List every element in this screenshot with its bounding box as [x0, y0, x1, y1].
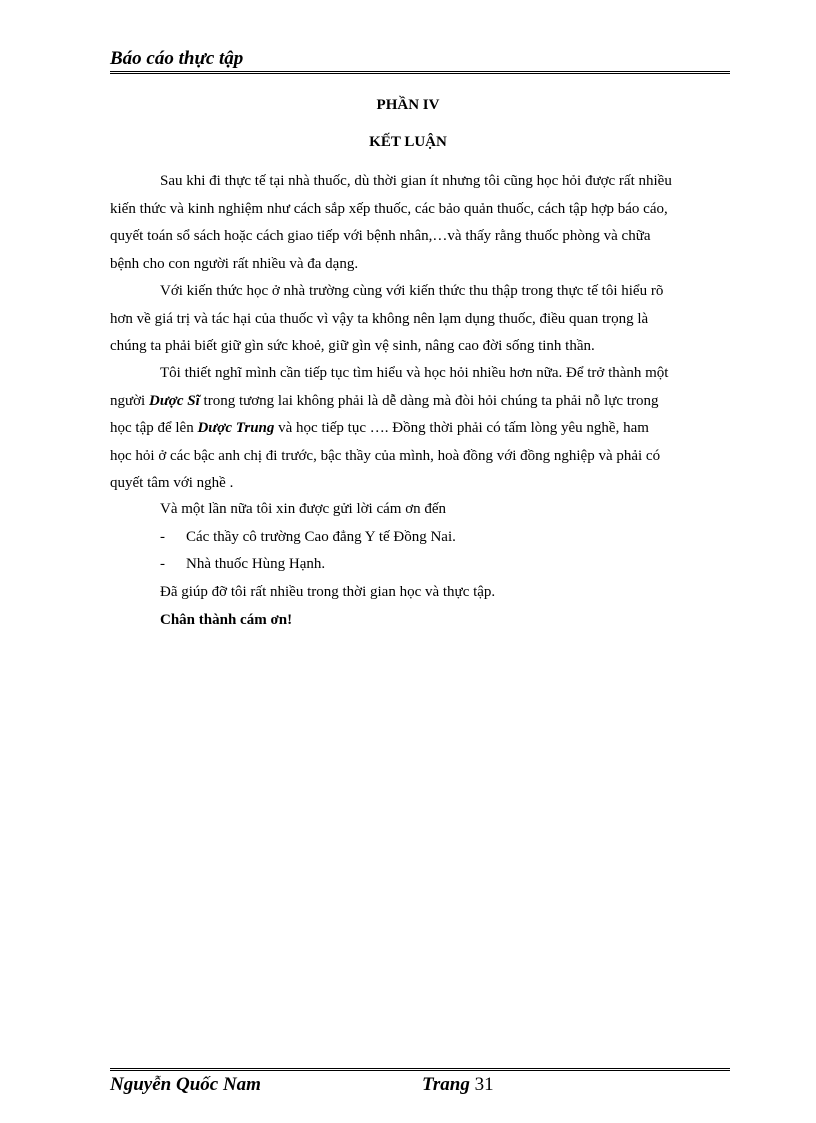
bullet-item	[160, 529, 456, 546]
header-rule	[110, 71, 730, 72]
paragraph-line	[110, 388, 718, 416]
text-run: người	[110, 392, 149, 409]
bullet-dash: -	[160, 556, 165, 572]
bullet-dash: -	[160, 529, 165, 545]
text-run: học tập để lên	[110, 420, 198, 436]
paragraph-2	[110, 278, 718, 361]
paragraph-line	[110, 415, 718, 443]
paragraph-line: bệnh cho con người rất nhiều và đa dạng.	[110, 255, 359, 272]
thanks-intro: Và một lần nữa tôi xin được gửi lời cám ơn đến	[160, 501, 447, 517]
paragraph-line: quyết tâm với nghề .	[110, 475, 234, 491]
closing-line: Đã giúp đỡ tôi rất nhiều trong thời gian học và thực tập.	[160, 584, 496, 600]
bullet-item	[160, 556, 325, 573]
paragraph-line: Với kiến thức học ở nhà trường cùng với kiến thức thu thập trong thực tế tôi hiểu rõ	[160, 283, 664, 299]
footer-author: Nguyễn Quốc Nam	[110, 1074, 261, 1095]
bullet-text: Các thầy cô trường Cao đẳng Y tế Đồng Nai.	[186, 529, 456, 545]
page-number-value: 31	[474, 1074, 494, 1095]
emphasis-duoc-trung: Dược Trung	[197, 420, 275, 436]
paragraph-line: học hỏi ở các bậc anh chị đi trước, bậc thầy của mình, hoà đồng với đồng nghiệp và phải có	[110, 447, 661, 464]
emphasis-duoc-si: Dược Sĩ	[148, 392, 200, 409]
text-run: trong tương lai không phải là dễ dàng mà đòi hỏi chúng ta phải nỗ lực trong	[199, 392, 659, 409]
paragraph-line: quyết toán sổ sách hoặc cách giao tiếp với bệnh nhân,…và thấy rằng thuốc phòng và chữa	[110, 228, 651, 244]
page-number	[422, 1074, 494, 1096]
page-label: Trang	[422, 1074, 470, 1095]
bullet-text: Nhà thuốc Hùng Hạnh.	[186, 556, 326, 572]
paragraph-line: Sau khi đi thực tế tại nhà thuốc, dù thời gian ít nhưng tôi cũng học hỏi được rất nhiều	[160, 173, 672, 189]
header-title: Báo cáo thực tập	[110, 48, 244, 69]
paragraph-line: chúng ta phải biết giữ gìn sức khoẻ, giữ gìn vệ sinh, nâng cao đời sống tinh thần.	[110, 338, 595, 354]
text-run: và học tiếp tục …. Đồng thời phải có tấm lòng yêu nghề, ham	[274, 420, 649, 436]
paragraph-line: kiến thức và kinh nghiệm như cách sắp xếp thuốc, các bảo quản thuốc, cách tập hợp báo cáo,	[110, 200, 668, 217]
section-heading: KẾT LUẬN	[369, 134, 447, 150]
paragraph-3	[110, 360, 718, 498]
paragraph-line: Tôi thiết nghĩ mình cần tiếp tục tìm hiểu và học hỏi nhiều hơn nữa. Để trở thành một	[160, 365, 669, 381]
header-rule-secondary	[110, 73, 730, 74]
footer-rule-secondary	[110, 1070, 730, 1071]
footer-rule	[110, 1068, 730, 1069]
paragraph-1	[110, 168, 718, 278]
part-title: PHẦN IV	[376, 97, 440, 113]
signoff: Chân thành cám ơn!	[160, 612, 293, 628]
paragraph-line: hơn về giá trị và tác hại của thuốc vì vậy ta không nên lạm dụng thuốc, điều quan trọng là	[110, 310, 649, 327]
